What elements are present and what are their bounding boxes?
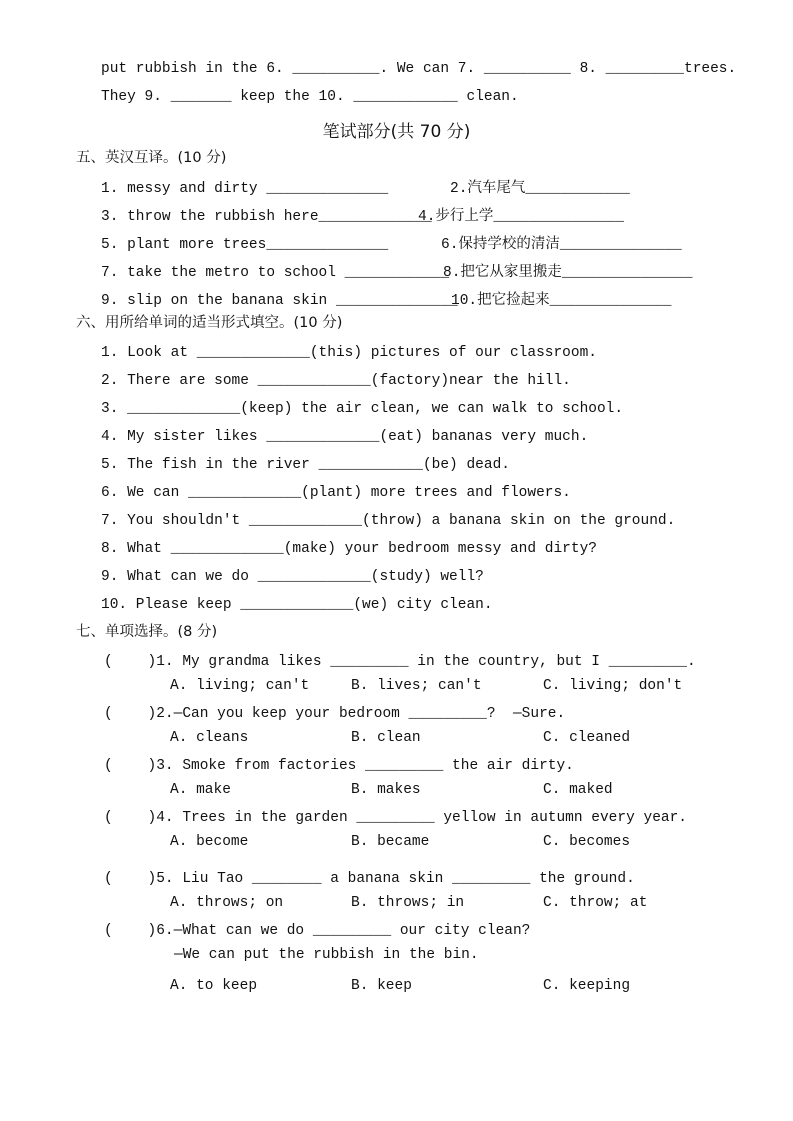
section6-item-10: 10. Please keep _____________(we) city clean.: [101, 597, 493, 613]
section6-item-2: 2. There are some _____________(factory)near the hill.: [101, 373, 571, 389]
intro-line-1: put rubbish in the 6. __________. We can 7. __________ 8. _________trees.: [101, 61, 737, 77]
q4-option-c: C. becomes: [543, 834, 631, 850]
q5-option-a: A. throws; on: [170, 895, 284, 911]
section5-heading: 五、英汉互译。(10 分): [76, 150, 227, 166]
question-4: ( )4. Trees in the garden _________ yellow in autumn every year.: [104, 810, 687, 826]
q3-option-c: C. maked: [543, 782, 613, 798]
question-6-response: —We can put the rubbish in the bin.: [174, 947, 479, 963]
section7-heading: 七、单项选择。(8 分): [76, 624, 218, 640]
section6-item-4: 4. My sister likes _____________(eat) bananas very much.: [101, 429, 589, 445]
q6-option-b: B. keep: [351, 978, 412, 994]
question-2: ( )2.—Can you keep your bedroom _________? —Sure.: [104, 706, 566, 722]
q2-option-c: C. cleaned: [543, 730, 631, 746]
q3-option-b: B. makes: [351, 782, 421, 798]
section5-item-4: 4.步行上学_______________: [418, 209, 624, 225]
q6-option-a: A. to keep: [170, 978, 258, 994]
q4-option-a: A. become: [170, 834, 249, 850]
section6-item-1: 1. Look at _____________(this) pictures of our classroom.: [101, 345, 597, 361]
q1-option-a: A. living; can't: [170, 678, 310, 694]
section5-item-5: 5. plant more trees______________: [101, 237, 389, 253]
q5-option-c: C. throw; at: [543, 895, 648, 911]
q2-option-b: B. clean: [351, 730, 421, 746]
section5-item-6: 6.保持学校的清洁______________: [441, 237, 682, 253]
q1-option-c: C. living; don't: [543, 678, 683, 694]
section6-item-6: 6. We can _____________(plant) more trees and flowers.: [101, 485, 571, 501]
section5-item-2: 2.汽车尾气____________: [450, 181, 630, 197]
q6-option-c: C. keeping: [543, 978, 631, 994]
section5-item-10: 10.把它捡起来______________: [451, 293, 672, 309]
q1-option-b: B. lives; can't: [351, 678, 482, 694]
section5-item-8: 8.把它从家里搬走_______________: [443, 265, 693, 281]
intro-line-2: They 9. _______ keep the 10. ____________ clean.: [101, 89, 519, 105]
section5-item-1: 1. messy and dirty ______________: [101, 181, 389, 197]
section6-item-3: 3. _____________(keep) the air clean, we can walk to school.: [101, 401, 624, 417]
section6-item-8: 8. What _____________(make) your bedroom messy and dirty?: [101, 541, 597, 557]
section6-item-5: 5. The fish in the river ____________(be) dead.: [101, 457, 510, 473]
section5-item-3: 3. throw the rubbish here_____________: [101, 209, 432, 225]
question-5: ( )5. Liu Tao ________ a banana skin _________ the ground.: [104, 871, 635, 887]
question-3: ( )3. Smoke from factories _________ the air dirty.: [104, 758, 574, 774]
q3-option-a: A. make: [170, 782, 231, 798]
section5-item-7: 7. take the metro to school ____________: [101, 265, 450, 281]
section6-item-9: 9. What can we do _____________(study) well?: [101, 569, 484, 585]
q4-option-b: B. became: [351, 834, 430, 850]
q5-option-b: B. throws; in: [351, 895, 465, 911]
section6-heading: 六、用所给单词的适当形式填空。(10 分): [76, 315, 343, 331]
question-1: ( )1. My grandma likes _________ in the country, but I _________.: [104, 654, 696, 670]
written-section-title: 笔试部分(共 70 分): [322, 122, 471, 142]
section6-item-7: 7. You shouldn't _____________(throw) a banana skin on the ground.: [101, 513, 676, 529]
question-6: ( )6.—What can we do _________ our city clean?: [104, 923, 531, 939]
q2-option-a: A. cleans: [170, 730, 249, 746]
section5-item-9: 9. slip on the banana skin ______________: [101, 293, 458, 309]
